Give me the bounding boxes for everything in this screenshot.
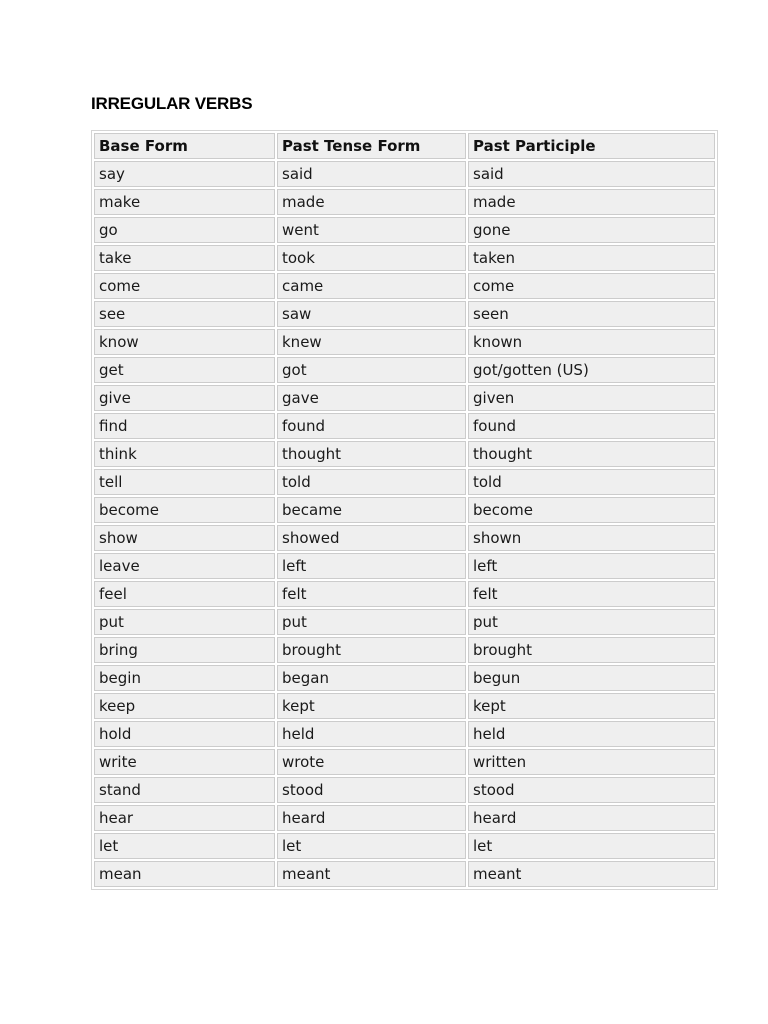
- table-row: [94, 497, 715, 523]
- past-participle-cell: got/gotten (US): [468, 357, 715, 383]
- past-participle-cell: become: [468, 497, 715, 523]
- past-participle-cell: thought: [468, 441, 715, 467]
- table-row: [94, 245, 715, 271]
- table-row: [94, 777, 715, 803]
- table-row: [94, 357, 715, 383]
- past-participle-cell: come: [468, 273, 715, 299]
- base-form-cell: mean: [94, 861, 275, 887]
- past-participle-cell: seen: [468, 301, 715, 327]
- past-participle-cell: held: [468, 721, 715, 747]
- past-tense-cell: stood: [277, 777, 466, 803]
- table-row: [94, 301, 715, 327]
- table-row: [94, 441, 715, 467]
- table-row: [94, 217, 715, 243]
- past-tense-cell: meant: [277, 861, 466, 887]
- past-participle-cell: felt: [468, 581, 715, 607]
- base-form-cell: go: [94, 217, 275, 243]
- past-participle-cell: said: [468, 161, 715, 187]
- past-tense-cell: saw: [277, 301, 466, 327]
- table-row: [94, 805, 715, 831]
- past-participle-cell: written: [468, 749, 715, 775]
- header-base-form: Base Form: [94, 133, 275, 159]
- past-tense-cell: put: [277, 609, 466, 635]
- past-tense-cell: said: [277, 161, 466, 187]
- irregular-verbs-table: [91, 130, 718, 890]
- table-row: [94, 833, 715, 859]
- past-tense-cell: held: [277, 721, 466, 747]
- table-header-row: [94, 133, 715, 159]
- past-tense-cell: left: [277, 553, 466, 579]
- table-row: [94, 469, 715, 495]
- past-participle-cell: left: [468, 553, 715, 579]
- base-form-cell: write: [94, 749, 275, 775]
- header-past-participle: Past Participle: [468, 133, 715, 159]
- base-form-cell: keep: [94, 693, 275, 719]
- past-tense-cell: kept: [277, 693, 466, 719]
- past-participle-cell: heard: [468, 805, 715, 831]
- table-row: [94, 553, 715, 579]
- past-tense-cell: came: [277, 273, 466, 299]
- base-form-cell: say: [94, 161, 275, 187]
- table-row: [94, 693, 715, 719]
- past-participle-cell: begun: [468, 665, 715, 691]
- past-tense-cell: made: [277, 189, 466, 215]
- table-row: [94, 413, 715, 439]
- past-participle-cell: gone: [468, 217, 715, 243]
- base-form-cell: let: [94, 833, 275, 859]
- past-tense-cell: showed: [277, 525, 466, 551]
- past-participle-cell: put: [468, 609, 715, 635]
- past-tense-cell: thought: [277, 441, 466, 467]
- base-form-cell: make: [94, 189, 275, 215]
- past-tense-cell: found: [277, 413, 466, 439]
- table-row: [94, 525, 715, 551]
- base-form-cell: put: [94, 609, 275, 635]
- past-participle-cell: made: [468, 189, 715, 215]
- past-participle-cell: known: [468, 329, 715, 355]
- base-form-cell: get: [94, 357, 275, 383]
- base-form-cell: bring: [94, 637, 275, 663]
- table-row: [94, 161, 715, 187]
- base-form-cell: see: [94, 301, 275, 327]
- table-row: [94, 189, 715, 215]
- table-row: [94, 385, 715, 411]
- base-form-cell: hold: [94, 721, 275, 747]
- base-form-cell: give: [94, 385, 275, 411]
- table-row: [94, 273, 715, 299]
- base-form-cell: feel: [94, 581, 275, 607]
- header-past-tense-form: Past Tense Form: [277, 133, 466, 159]
- past-tense-cell: gave: [277, 385, 466, 411]
- base-form-cell: know: [94, 329, 275, 355]
- table-row: [94, 609, 715, 635]
- table-row: [94, 749, 715, 775]
- past-tense-cell: began: [277, 665, 466, 691]
- past-tense-cell: told: [277, 469, 466, 495]
- past-tense-cell: became: [277, 497, 466, 523]
- table-row: [94, 665, 715, 691]
- past-participle-cell: brought: [468, 637, 715, 663]
- past-tense-cell: went: [277, 217, 466, 243]
- past-tense-cell: wrote: [277, 749, 466, 775]
- table-row: [94, 637, 715, 663]
- base-form-cell: become: [94, 497, 275, 523]
- base-form-cell: come: [94, 273, 275, 299]
- base-form-cell: tell: [94, 469, 275, 495]
- base-form-cell: think: [94, 441, 275, 467]
- base-form-cell: hear: [94, 805, 275, 831]
- past-tense-cell: knew: [277, 329, 466, 355]
- base-form-cell: show: [94, 525, 275, 551]
- past-participle-cell: taken: [468, 245, 715, 271]
- table-row: [94, 861, 715, 887]
- past-tense-cell: felt: [277, 581, 466, 607]
- past-tense-cell: heard: [277, 805, 466, 831]
- table-row: [94, 329, 715, 355]
- base-form-cell: begin: [94, 665, 275, 691]
- table-row: [94, 721, 715, 747]
- past-participle-cell: let: [468, 833, 715, 859]
- base-form-cell: find: [94, 413, 275, 439]
- past-participle-cell: found: [468, 413, 715, 439]
- past-participle-cell: shown: [468, 525, 715, 551]
- past-tense-cell: brought: [277, 637, 466, 663]
- past-tense-cell: let: [277, 833, 466, 859]
- table-row: [94, 581, 715, 607]
- table-body: [94, 161, 715, 887]
- past-participle-cell: meant: [468, 861, 715, 887]
- past-participle-cell: told: [468, 469, 715, 495]
- page-title: IRREGULAR VERBS: [91, 94, 253, 113]
- base-form-cell: take: [94, 245, 275, 271]
- past-tense-cell: took: [277, 245, 466, 271]
- base-form-cell: stand: [94, 777, 275, 803]
- base-form-cell: leave: [94, 553, 275, 579]
- past-participle-cell: stood: [468, 777, 715, 803]
- past-participle-cell: kept: [468, 693, 715, 719]
- past-tense-cell: got: [277, 357, 466, 383]
- past-participle-cell: given: [468, 385, 715, 411]
